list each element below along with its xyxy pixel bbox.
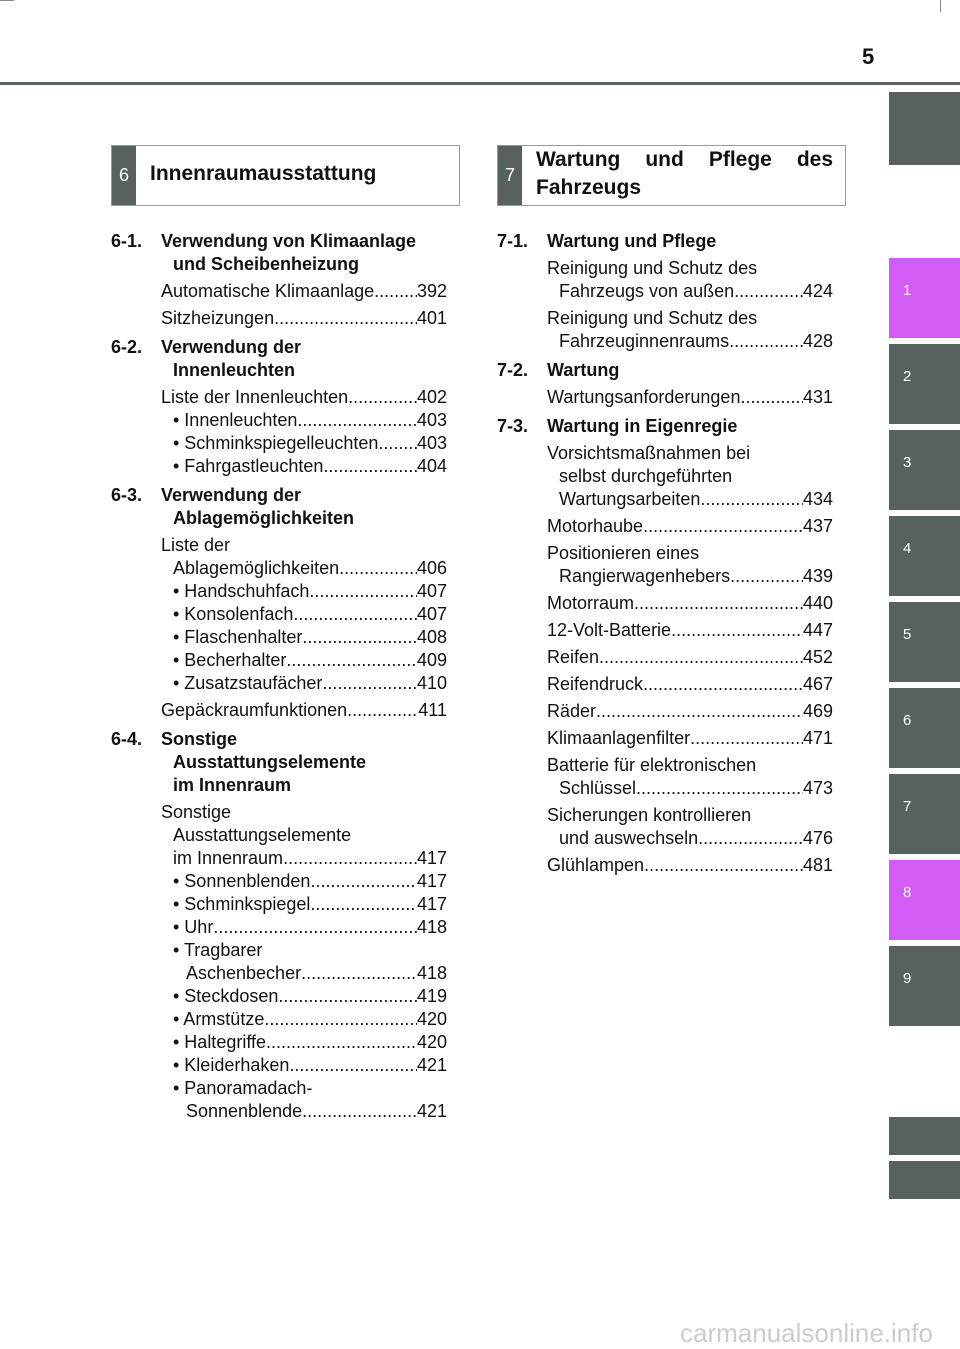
toc-entry-text: Aschenbecher	[186, 963, 302, 983]
crop-mark	[0, 0, 14, 1]
section-title-line: Verwendung der	[161, 485, 302, 505]
toc-entry-line	[173, 455, 447, 478]
dot-leader	[599, 646, 803, 669]
toc-page-number: 452	[802, 647, 833, 667]
toc-entry-text: und auswechseln	[559, 828, 699, 848]
dot-leader	[730, 565, 803, 588]
side-tab-label: 6	[903, 712, 912, 729]
toc-entry-line	[547, 330, 833, 353]
toc-entry[interactable]	[161, 893, 447, 916]
toc-page-number: 434	[802, 489, 833, 509]
toc-entry-text: Motorraum	[547, 593, 635, 613]
toc-entry-text: • Schminkspiegelleuchten	[173, 433, 379, 453]
toc-entry[interactable]	[161, 580, 447, 603]
section-title-line: Verwendung der	[161, 337, 302, 357]
dot-leader	[289, 1054, 417, 1077]
toc-page-number: 418	[416, 917, 447, 937]
dot-leader	[634, 592, 803, 615]
toc-page-number: 406	[416, 558, 447, 578]
toc-entry-line	[161, 307, 447, 330]
toc-entry[interactable]	[161, 626, 447, 649]
toc-page-number: 437	[802, 516, 833, 536]
toc-page-number: 421	[416, 1055, 447, 1075]
toc-page-number: 410	[416, 673, 447, 693]
toc-page-number: 407	[416, 604, 447, 624]
toc-page-number: 476	[802, 828, 833, 848]
dot-leader	[643, 515, 803, 538]
toc-entry-text: Positionieren eines	[547, 543, 700, 563]
toc-section	[497, 415, 833, 877]
toc-entry[interactable]	[547, 619, 833, 642]
toc-entry[interactable]	[161, 534, 447, 580]
toc-entry-line	[173, 893, 447, 916]
toc-entry-text: • Tragbarer	[173, 940, 263, 960]
toc-entry-line	[173, 1031, 447, 1054]
toc-entry-line	[161, 801, 447, 824]
section-heading[interactable]	[497, 415, 833, 438]
toc-entry[interactable]	[547, 592, 833, 615]
side-tab-4[interactable]	[889, 516, 960, 596]
dot-leader	[636, 777, 803, 800]
toc-entry-line	[161, 386, 447, 409]
toc-entry-line	[161, 847, 447, 870]
toc-column-7	[497, 230, 833, 877]
toc-entry-text: Liste der Innenleuchten	[161, 387, 349, 407]
section-number: 7-2.	[497, 360, 529, 380]
toc-page-number: 431	[802, 387, 833, 407]
section-title	[161, 728, 366, 797]
toc-entry-line	[173, 870, 447, 893]
toc-entry-text: Sicherungen kontrollieren	[547, 805, 752, 825]
toc-entry-text: Klimaanlagenfilter	[547, 728, 691, 748]
toc-entry-text: Glühlampen	[547, 855, 645, 875]
toc-entry-text: Schlüssel	[559, 778, 637, 798]
toc-page-number: 428	[802, 331, 833, 351]
side-tab-blank[interactable]	[889, 1117, 960, 1155]
toc-section	[497, 359, 833, 409]
dot-leader	[213, 916, 417, 939]
toc-entry-text: • Armstütze	[173, 1009, 265, 1029]
dot-leader	[264, 1008, 417, 1031]
toc-entry-line	[161, 534, 447, 557]
toc-entry-text: Ausstattungselemente	[173, 825, 352, 845]
toc-entry-line	[173, 1077, 447, 1100]
toc-entry-text: Sonstige	[161, 802, 232, 822]
toc-entry[interactable]	[547, 442, 833, 511]
toc-entry-text: Fahrzeugs von außen	[559, 281, 735, 301]
section-title	[547, 415, 737, 438]
toc-entry-text: Gepäckraumfunktionen	[161, 700, 348, 720]
toc-page-number: 421	[416, 1101, 447, 1121]
toc-entry[interactable]	[547, 754, 833, 800]
dot-leader	[278, 985, 417, 1008]
dot-leader	[322, 672, 417, 695]
toc-column-6	[111, 230, 447, 1123]
toc-entry[interactable]	[161, 649, 447, 672]
toc-entry-text: 12-Volt-Batterie	[547, 620, 672, 640]
dot-leader	[643, 673, 803, 696]
toc-entry-line	[547, 646, 833, 669]
toc-entry[interactable]	[161, 916, 447, 939]
toc-entry-text: • Innenleuchten	[173, 410, 298, 430]
toc-entry-line	[173, 1008, 447, 1031]
header-rule	[0, 82, 960, 85]
toc-entry-line	[161, 699, 447, 722]
toc-entry-line	[173, 603, 447, 626]
toc-page-number: 447	[802, 620, 833, 640]
dot-leader	[297, 409, 417, 432]
toc-entry-line	[547, 827, 833, 850]
dot-leader	[274, 307, 417, 330]
section-heading[interactable]	[111, 484, 447, 530]
dot-leader	[671, 619, 803, 642]
toc-page-number: 439	[802, 566, 833, 586]
toc-page-number: 424	[802, 281, 833, 301]
toc-entry-line	[547, 804, 833, 827]
section-heading[interactable]	[497, 359, 833, 382]
toc-entry-text: selbst durchgeführten	[559, 466, 733, 486]
toc-entry-line	[547, 777, 833, 800]
dot-leader	[698, 827, 803, 850]
toc-entry-line	[173, 672, 447, 695]
toc-entry-text: Reifen	[547, 647, 600, 667]
dot-leader	[302, 626, 417, 649]
toc-entry-text: Automatische Klimaanlage	[161, 281, 375, 301]
toc-entry-text: • Handschuhfach	[173, 581, 310, 601]
dot-leader	[740, 386, 802, 409]
toc-page-number: 419	[416, 986, 447, 1006]
toc-page-number: 469	[802, 701, 833, 721]
toc-entry-line	[173, 1054, 447, 1077]
chapter-header-7	[497, 145, 846, 206]
toc-entry[interactable]	[547, 804, 833, 850]
toc-entry-line	[547, 280, 833, 303]
toc-page-number: 404	[416, 456, 447, 476]
dot-leader	[283, 847, 417, 870]
toc-entry-line	[547, 515, 833, 538]
toc-entry-line	[173, 916, 447, 939]
toc-entry-line	[547, 565, 833, 588]
toc-entry-line	[547, 673, 833, 696]
toc-entry-line	[173, 649, 447, 672]
toc-entry-text: Reinigung und Schutz des	[547, 258, 758, 278]
section-heading[interactable]	[111, 230, 447, 276]
toc-entry-line	[547, 257, 833, 280]
toc-entry-line	[547, 619, 833, 642]
toc-section	[111, 728, 447, 1123]
toc-section	[111, 336, 447, 478]
toc-entry-text: Reinigung und Schutz des	[547, 308, 758, 328]
section-title-line: Innenleuchten	[173, 360, 296, 380]
toc-entry-text: Fahrzeuginnenraums	[559, 331, 730, 351]
toc-section	[497, 230, 833, 353]
section-number: 6-3.	[111, 485, 143, 505]
side-tab-label: 9	[903, 970, 912, 987]
toc-entry[interactable]	[161, 672, 447, 695]
side-tab-2[interactable]	[889, 344, 960, 424]
chapter-title: Innenraumausstattung	[150, 162, 377, 185]
toc-entry[interactable]	[161, 870, 447, 893]
toc-page-number: 417	[416, 871, 447, 891]
toc-entry-text: Motorhaube	[547, 516, 644, 536]
toc-entry-line	[547, 727, 833, 750]
toc-page-number: 401	[416, 308, 447, 328]
toc-entry-text: Batterie für elektronischen	[547, 755, 757, 775]
toc-entry-text: Wartungsanforderungen	[547, 387, 741, 407]
toc-entry-line	[173, 409, 447, 432]
dot-leader	[734, 280, 803, 303]
toc-entry-text: • Zusatzstaufächer	[173, 673, 323, 693]
toc-entry-text: Ablagemöglichkeiten	[173, 558, 340, 578]
toc-page-number: 481	[802, 855, 833, 875]
toc-entry[interactable]	[161, 386, 447, 409]
section-number: 6-1.	[111, 231, 143, 251]
chapter-number: 6	[112, 146, 136, 205]
dot-leader	[700, 488, 803, 511]
dot-leader	[348, 386, 417, 409]
toc-entry-line	[161, 557, 447, 580]
toc-entry-line	[547, 854, 833, 877]
toc-entry-text: • Flaschenhalter	[173, 627, 303, 647]
section-title	[161, 336, 301, 382]
section-title-line: Sonstige	[161, 729, 238, 749]
chapter-number: 7	[498, 146, 522, 205]
toc-entry[interactable]	[547, 515, 833, 538]
dot-leader	[302, 1100, 417, 1123]
side-tab-label: 5	[903, 626, 912, 643]
toc-entry[interactable]	[161, 985, 447, 1008]
toc-entry-text: Liste der	[161, 535, 231, 555]
toc-entry[interactable]	[161, 603, 447, 626]
dot-leader	[309, 580, 417, 603]
toc-entry[interactable]	[161, 801, 447, 870]
toc-entry[interactable]	[161, 1054, 447, 1077]
toc-entry-text: Vorsichtsmaßnahmen bei	[547, 443, 751, 463]
toc-page-number: 403	[416, 433, 447, 453]
toc-entry-text: • Haltegriffe	[173, 1032, 267, 1052]
toc-section	[111, 230, 447, 330]
side-tab-label: 2	[903, 368, 912, 385]
side-tab-8[interactable]	[889, 860, 960, 940]
toc-entry-line	[547, 465, 833, 488]
toc-entry-text: • Panoramadach-	[173, 1078, 313, 1098]
toc-page-number: 473	[802, 778, 833, 798]
toc-page-number: 417	[416, 894, 447, 914]
toc-entry-text: im Innenraum	[173, 848, 284, 868]
section-heading[interactable]	[111, 728, 447, 797]
side-tab-5[interactable]	[889, 602, 960, 682]
toc-entry-line	[547, 700, 833, 723]
side-tab-label: 4	[903, 540, 912, 557]
toc-entry[interactable]	[161, 280, 447, 303]
toc-entry-text: • Steckdosen	[173, 986, 279, 1006]
toc-entry-text: • Schminkspiegel	[173, 894, 311, 914]
dot-leader	[347, 699, 418, 722]
section-title-line: im Innenraum	[173, 775, 292, 795]
dot-leader	[378, 432, 417, 455]
toc-entry[interactable]	[161, 1031, 447, 1054]
toc-entry-line	[161, 824, 447, 847]
dot-leader	[266, 1031, 417, 1054]
side-tab-3[interactable]	[889, 430, 960, 510]
toc-entry-line	[173, 432, 447, 455]
dot-leader	[323, 455, 417, 478]
toc-entry[interactable]	[161, 1008, 447, 1031]
side-tab-label: 7	[903, 798, 912, 815]
toc-page-number: 417	[416, 848, 447, 868]
toc-entry[interactable]	[547, 386, 833, 409]
toc-entry-text: • Sonnenblenden	[173, 871, 311, 891]
toc-entry[interactable]	[547, 542, 833, 588]
toc-entry-line	[547, 542, 833, 565]
dot-leader	[729, 330, 803, 353]
toc-entry-text: • Becherhalter	[173, 650, 287, 670]
toc-page-number: 403	[416, 410, 447, 430]
section-heading[interactable]	[497, 230, 833, 253]
toc-entry-line	[173, 985, 447, 1008]
dot-leader	[310, 870, 417, 893]
toc-page-number: 420	[416, 1032, 447, 1052]
dot-leader	[644, 854, 803, 877]
section-title	[547, 230, 716, 253]
side-tab-label: 3	[903, 454, 912, 471]
toc-page-number: 467	[802, 674, 833, 694]
toc-entry[interactable]	[161, 939, 447, 985]
toc-page-number: 402	[416, 387, 447, 407]
toc-entry-line	[173, 939, 447, 962]
dot-leader	[301, 962, 417, 985]
section-title	[547, 359, 619, 382]
toc-entry-line	[547, 488, 833, 511]
dot-leader	[286, 649, 417, 672]
toc-entry-text: Räder	[547, 701, 597, 721]
dot-leader	[293, 603, 417, 626]
chapter-header-6	[111, 145, 460, 206]
section-title-line: und Scheibenheizung	[173, 254, 360, 274]
toc-entry-line	[173, 580, 447, 603]
dot-leader	[374, 280, 417, 303]
chapter-title: Wartung und Pflege des Fahrzeugs	[536, 148, 833, 199]
section-title-line: Wartung und Pflege	[547, 231, 717, 251]
toc-page-number: 409	[416, 650, 447, 670]
toc-entry-text: Wartungsarbeiten	[559, 489, 701, 509]
section-title-line: Wartung	[547, 360, 620, 380]
section-title-line: Verwendung von Klimaanlage	[161, 231, 417, 251]
toc-entry[interactable]	[547, 727, 833, 750]
toc-entry-text: Reifendruck	[547, 674, 644, 694]
toc-entry-line	[547, 592, 833, 615]
crop-mark	[940, 0, 941, 12]
page-number: 5	[862, 44, 875, 69]
toc-section	[111, 484, 447, 722]
dot-leader	[690, 727, 803, 750]
toc-page-number: 440	[802, 593, 833, 613]
side-tab-blank[interactable]	[889, 1161, 960, 1199]
toc-entry-text: Sonnenblende	[186, 1101, 303, 1121]
section-number: 7-1.	[497, 231, 529, 251]
toc-page-number: 420	[416, 1009, 447, 1029]
section-number: 6-2.	[111, 337, 143, 357]
toc-page-number: 392	[416, 281, 447, 301]
toc-entry-line	[547, 754, 833, 777]
section-title-line: Ablagemöglichkeiten	[173, 508, 355, 528]
section-number: 6-4.	[111, 729, 143, 749]
toc-entry-text: • Konsolenfach	[173, 604, 294, 624]
toc-entry[interactable]	[161, 455, 447, 478]
toc-entry-text: • Fahrgastleuchten	[173, 456, 324, 476]
toc-page-number: 407	[416, 581, 447, 601]
toc-entry-line	[173, 626, 447, 649]
toc-entry-line	[161, 280, 447, 303]
toc-entry[interactable]	[547, 854, 833, 877]
toc-entry[interactable]	[547, 673, 833, 696]
section-heading[interactable]	[111, 336, 447, 382]
toc-entry-line	[173, 1100, 447, 1123]
section-number: 7-3.	[497, 416, 529, 436]
toc-entry-line	[547, 386, 833, 409]
side-tab-6[interactable]	[889, 688, 960, 768]
toc-entry[interactable]	[161, 699, 447, 722]
toc-entry[interactable]	[547, 307, 833, 353]
toc-page-number: 408	[416, 627, 447, 647]
top-tab[interactable]	[889, 92, 960, 165]
side-tab-label: 8	[903, 884, 912, 901]
toc-entry[interactable]	[547, 646, 833, 669]
toc-entry-line	[547, 442, 833, 465]
section-title-line: Wartung in Eigenregie	[547, 416, 738, 436]
toc-page-number: 411	[418, 700, 447, 720]
section-title	[161, 230, 416, 276]
dot-leader	[339, 557, 417, 580]
toc-entry-text: Rangierwagenhebers	[559, 566, 731, 586]
toc-entry-text: • Kleiderhaken	[173, 1055, 290, 1075]
side-tab-label: 1	[903, 282, 912, 299]
side-tab-1[interactable]	[889, 258, 960, 338]
side-tab-7[interactable]	[889, 774, 960, 854]
toc-entry-line	[547, 307, 833, 330]
toc-entry-text: • Uhr	[173, 917, 214, 937]
section-title-line: Ausstattungselemente	[173, 752, 367, 772]
watermark: carmanualsonline.info	[680, 1318, 933, 1348]
toc-page-number: 471	[802, 728, 833, 748]
toc-entry-line	[173, 962, 447, 985]
toc-page-number: 418	[416, 963, 447, 983]
toc-entry[interactable]	[547, 257, 833, 303]
side-tab-9[interactable]	[889, 946, 960, 1026]
dot-leader	[596, 700, 803, 723]
toc-entry[interactable]	[547, 700, 833, 723]
toc-entry[interactable]	[161, 1077, 447, 1123]
toc-entry-text: Sitzheizungen	[161, 308, 275, 328]
dot-leader	[310, 893, 417, 916]
toc-entry[interactable]	[161, 409, 447, 432]
toc-entry[interactable]	[161, 307, 447, 330]
section-title	[161, 484, 354, 530]
toc-entry[interactable]	[161, 432, 447, 455]
